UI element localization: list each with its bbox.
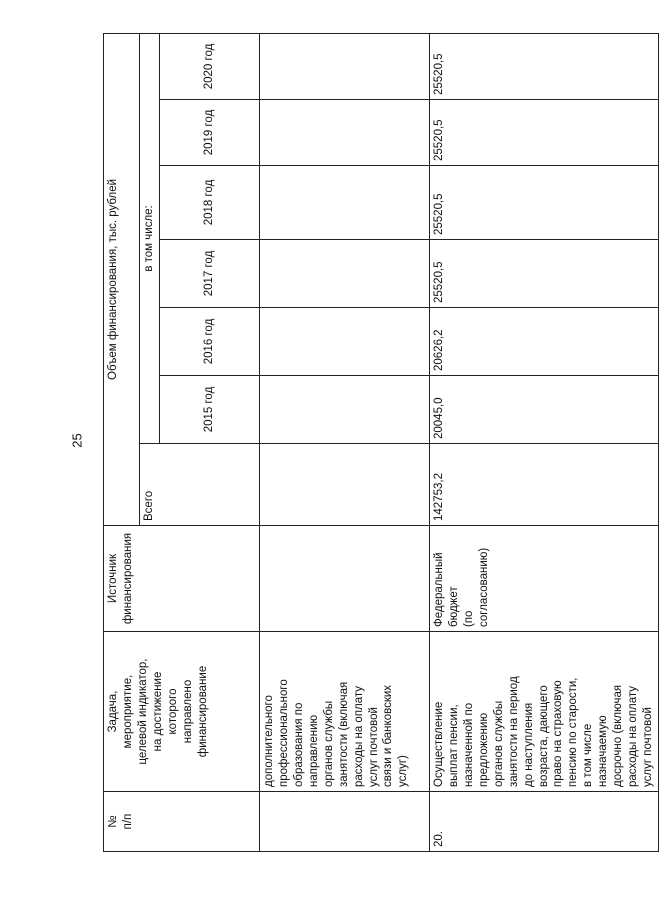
row-total [259, 444, 429, 526]
row-task: дополнительного профессионального образования по направлению органов службы занятости (включая расходы на оплату услуг почтовой связи и банковских услуг) [259, 632, 429, 792]
row-source [259, 526, 429, 632]
row-num [259, 792, 429, 852]
header-year-2018: 2018 год [159, 166, 259, 240]
row-source: Федеральный бюджет (по согласованию) [429, 526, 658, 632]
header-year-2015: 2015 год [159, 376, 259, 444]
page-number: 25 [69, 433, 85, 448]
row-year-2020 [259, 33, 429, 99]
row-year-2020: 25520,5 [429, 33, 658, 99]
table-row [259, 33, 429, 851]
row-year-2019 [259, 100, 429, 166]
header-year-2017: 2017 год [159, 240, 259, 308]
financing-table-rotated [103, 34, 655, 852]
header-total: Всего [140, 444, 260, 526]
row-year-2019: 25520,5 [429, 100, 658, 166]
row-total: 142753,2 [429, 444, 658, 526]
row-task: Осуществление выплат пенсии, назначенной по предложению органов службы занятости на период до наступления возраста, дающего право на страховую пенсию по старости, в том числе назначаемую досрочно (включая расходы на оплату услуг почтовой [429, 632, 658, 792]
row-year-2018: 25520,5 [429, 166, 658, 240]
header-row-1 [104, 33, 140, 851]
header-including: в том числе: [140, 33, 160, 443]
header-year-2019: 2019 год [159, 100, 259, 166]
header-source: Источник финансирования [104, 526, 260, 632]
header-num: № п/п [104, 792, 260, 852]
row-year-2015 [259, 376, 429, 444]
header-volume: Объем финансирования, тыс. рублей [104, 33, 140, 525]
header-year-2020: 2020 год [159, 33, 259, 99]
row-year-2016: 20626,2 [429, 308, 658, 376]
row-year-2015: 20045,0 [429, 376, 658, 444]
row-year-2016 [259, 308, 429, 376]
table-row [429, 33, 658, 851]
financing-table [103, 33, 659, 852]
header-year-2016: 2016 год [159, 308, 259, 376]
row-year-2018 [259, 166, 429, 240]
row-year-2017 [259, 240, 429, 308]
header-task: Задача, мероприятие, целевой индикатор, на достижение которого направлено финансирование [104, 632, 260, 792]
row-num: 20. [429, 792, 658, 852]
row-year-2017: 25520,5 [429, 240, 658, 308]
